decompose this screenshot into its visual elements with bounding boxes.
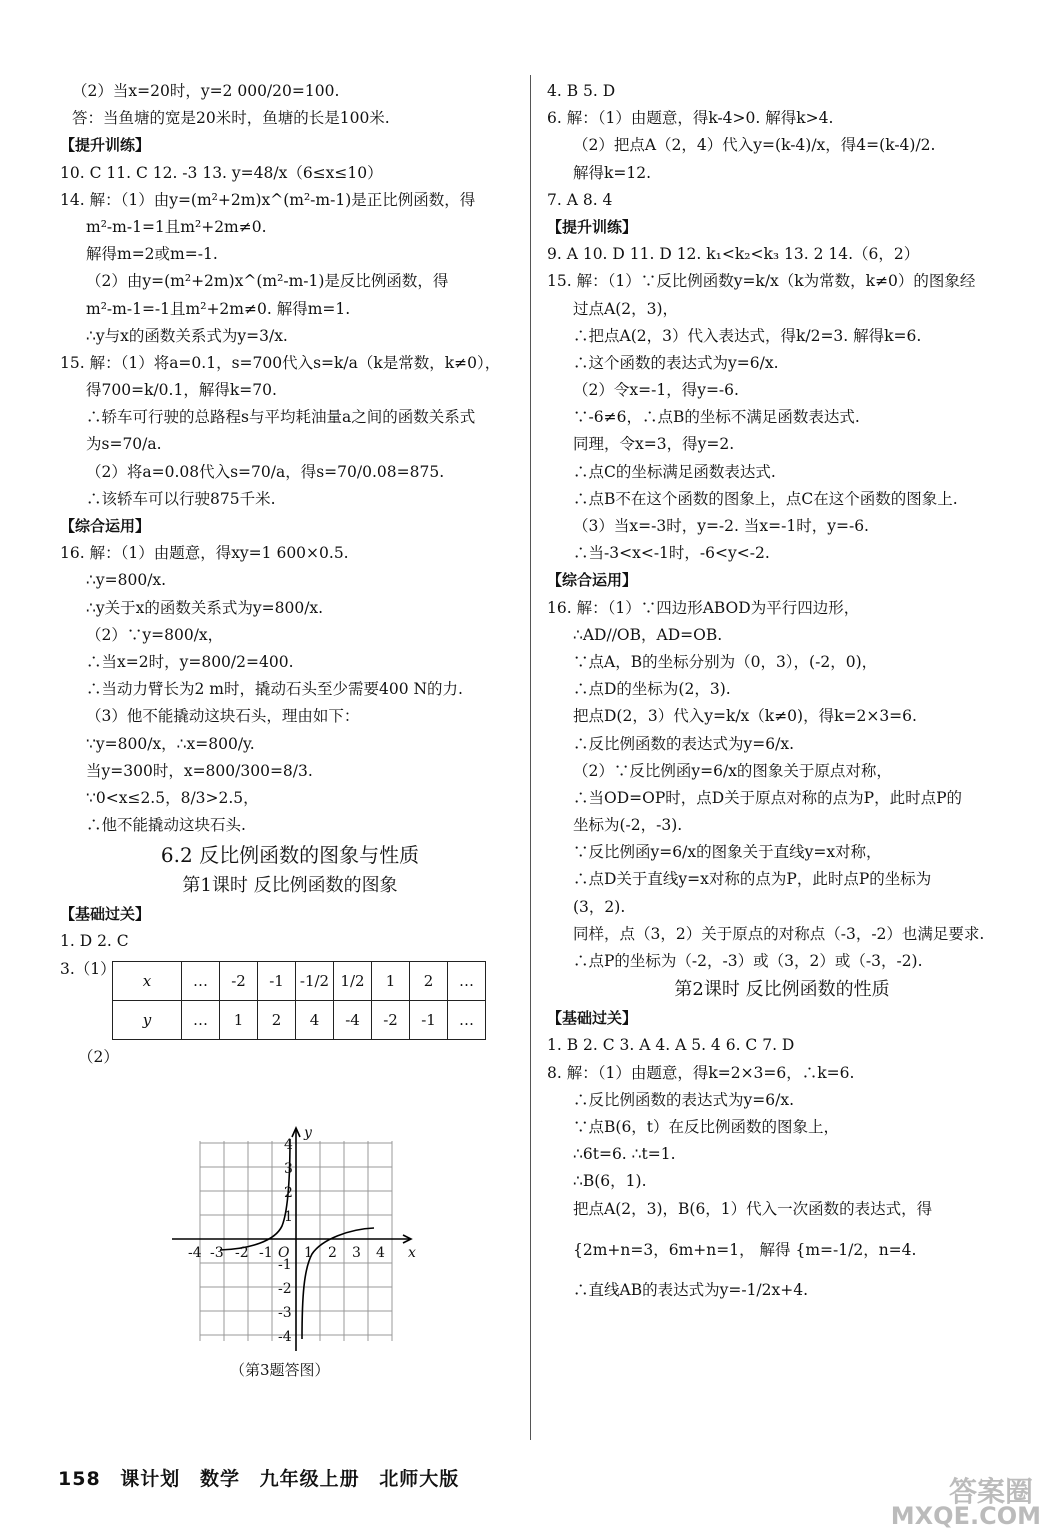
text-line: ∴反比例函数的表达式为y=6/x. [573,1090,794,1109]
text-line: （2）由y=(m²+2m)x^(m²-m-1)是反比例函数，得 [86,272,449,291]
table-cell: 4 [296,1000,334,1039]
text-line: ∵点A，B的坐标分别为（0，3），(-2，0)， [573,652,878,671]
y-tick: -2 [278,1281,292,1297]
table-cell: -2 [220,961,258,1000]
text-line: ∴点P的坐标为（-2，-3）或（3，2）或（-3，-2). [573,952,923,970]
table-cell: 1 [220,1000,258,1039]
x-tick: -3 [210,1245,224,1261]
text-line: ∴当x=2时，y=800/2=400. [86,652,294,671]
text-line: 9. A 10. D 11. D 12. k₁<k₂<k₃ 13. 2 14.（6，2） [547,245,920,264]
y-axis-label: y [304,1125,312,1141]
page-footer [58,1464,471,1491]
text-line: ∵点B(6，t）在反比例函数的图象上， [573,1117,840,1136]
text-line: （2）∵反比例函y=6/x的图象关于原点对称， [573,761,892,780]
table-cell: -4 [334,1000,372,1039]
text-line: 为s=70/a. [86,435,162,454]
text-line: ∴直线AB的表达式为y=-1/2x+4. [573,1280,809,1299]
function-graph [60,1071,520,1386]
x-axis-label: x [408,1245,416,1261]
text-line: ∴B(6，1). [573,1172,647,1191]
text-line: （2）∵y=800/x， [86,625,224,644]
table-cell: -1/2 [296,961,334,1000]
table-cell: y [113,1000,182,1039]
section-label: 【提升训练】 [60,136,151,155]
text-line: （2）把点A（2，4）代入y=(k-4)/x，得4=(k-4)/2. [573,136,936,155]
text-line: 得700=k/0.1，解得k=70. [86,381,277,400]
text-line: 当y=300时，x=800/300=8/3. [86,761,313,780]
text-line: ∴点C的坐标满足函数表达式. [573,462,776,481]
text-line: ∴y关于x的函数关系式为y=800/x. [86,598,324,617]
section-label: 【综合运用】 [60,517,151,535]
text-line: 过点A(2，3)， [573,299,679,318]
lesson-title: 第1课时 反比例函数的图象 [182,875,398,897]
table-cell: 2 [410,961,448,1000]
table-cell: -1 [258,961,296,1000]
section-title: 6.2 反比例函数的图象与性质 [160,843,420,868]
table-cell: x [113,961,182,1000]
table-cell: … [448,1000,486,1039]
text-line: 4. B 5. D [547,82,616,100]
text-line: 把点D(2，3）代入y=k/x（k≠0)，得k=2×3=6. [573,707,917,726]
text-line: ∴把点A(2，3）代入表达式，得k/2=3. 解得k=6. [573,326,922,345]
text-line: （2）将a=0.08代入s=70/a，得s=70/0.08=875. [86,462,445,481]
text-line: ∴反比例函数的表达式为y=6/x. [573,734,794,753]
table-cell: … [182,1000,220,1039]
book-name: 课计划 [120,1468,181,1490]
table-row [113,961,486,1000]
text-line: ∴该轿车可以行驶875千米. [86,489,276,508]
text-line: ∵0<x≤2.5，8/3>2.5， [86,788,259,807]
x-tick: -1 [259,1245,273,1261]
text-line: （3）他不能撬动这块石头，理由如下： [86,707,360,726]
text-line: 解得m=2或m=-1. [86,245,218,264]
y-tick: -4 [278,1329,292,1345]
text-line: ∴这个函数的表达式为y=6/x. [573,353,779,372]
page-number: 158 [58,1468,101,1490]
subject-label: 数学 [199,1468,240,1490]
grade-label: 九年级上册 [259,1468,360,1490]
text-line: ∵-6≠6，∴点B的坐标不满足函数表达式. [573,408,860,427]
x-tick: 4 [376,1245,385,1261]
section-label: 【综合运用】 [547,571,638,590]
text-line: (3，2). [573,897,626,916]
text-line: （2） [78,1047,119,1066]
text-line: ∴当OD=OP时，点D关于原点对称的点为P，此时点P的 [573,788,963,807]
text-line: 解得k=12. [573,163,652,182]
text-line: ∴当-3<x<-1时，-6<y<-2. [573,544,770,563]
text-line: ∴轿车可行驶的总路程s与平均耗油量a之间的函数关系式 [86,408,476,427]
y-tick: -3 [278,1305,292,1321]
y-tick: 4 [284,1137,293,1153]
text-line: 1. B 2. C 3. A 4. A 5. 4 6. C 7. D [547,1036,795,1055]
text-line: 8. 解：（1）由题意，得k=2×3=6，∴k=6. [547,1063,855,1082]
text-line: ∵反比例函y=6/x的图象关于直线y=x对称， [573,843,882,862]
equation-system: {2m+n=3，6m+n=1， 解得 {m=-1/2，n=4. [573,1240,917,1259]
y-tick: 3 [284,1161,293,1177]
text-line: 同理，令x=3，得y=2. [573,435,735,454]
text-line: 把点A(2，3)，B(6，1）代入一次函数的表达式，得 [573,1199,933,1218]
section-label: 【基础过关】 [60,905,151,924]
table-cell: -2 [372,1000,410,1039]
text-line: （2）令x=-1，得y=-6. [573,381,739,400]
text-line: 坐标为(-2，-3). [573,816,683,835]
x-tick: 3 [352,1245,361,1261]
section-label: 【提升训练】 [547,217,638,236]
x-tick: 1 [304,1245,313,1261]
figure-caption: （第3题答图） [230,1361,330,1379]
table-row [113,1000,486,1039]
text-line: 7. A 8. 4 [547,190,613,209]
table-cell: … [448,961,486,1000]
text-line: 6. 解：（1）由题意，得k-4>0. 解得k>4. [547,109,834,128]
text-line: 3.（1） [60,959,116,978]
text-line: 15. 解：（1）将a=0.1，s=700代入s=k/a（k是常数，k≠0）， [60,353,501,372]
text-line: ∴他不能撬动这块石头. [86,816,246,835]
watermark-logo: 答案圈 [948,1475,1033,1508]
text-line: ∴当动力臂长为2 m时，撬动石头至少需要400 N的力. [86,680,463,699]
table-cell: -1 [410,1000,448,1039]
text-line: 16. 解：（1）∵四边形ABOD为平行四边形， [547,598,860,617]
text-line: （2）当x=20时，y=2 000/20=100. [72,82,340,100]
column-divider [530,75,531,1440]
table-cell: 1/2 [334,961,372,1000]
text-line: ∴6t=6. ∴t=1. [573,1145,676,1164]
right-column [547,78,1017,1304]
text-line: 同样，点（3，2）关于原点的对称点（-3，-2）也满足要求. [573,924,985,943]
text-line: ∴点B不在这个函数的图象上，点C在这个函数的图象上. [573,489,958,508]
edition-label: 北师大版 [379,1468,460,1490]
table-cell: 2 [258,1000,296,1039]
text-line: ∴点D的坐标为(2，3). [573,680,731,699]
left-column [60,78,520,1386]
x-tick: -4 [188,1245,202,1261]
text-line: 14. 解：（1）由y=(m²+2m)x^(m²-m-1)是正比例函数，得 [60,190,476,209]
y-tick: -1 [278,1257,292,1273]
y-tick: 2 [284,1185,293,1201]
curve-branch-upper [220,1139,290,1250]
text-line: （3）当x=-3时，y=-2. 当x=-1时，y=-6. [573,517,869,535]
text-line: 15. 解：（1）∵反比例函数y=k/x（k为常数，k≠0）的图象经 [547,272,976,291]
watermark-url: MXQE.COM [890,1502,1041,1530]
text-line: ∴AD//OB，AD=OB. [573,625,723,644]
origin-label: O [278,1245,290,1261]
section-label: 【基础过关】 [547,1009,638,1028]
text-line: m²-m-1=-1且m²+2m≠0. 解得m=1. [86,299,351,318]
text-line: m²-m-1=1且m²+2m≠0. [86,217,267,236]
table-cell: … [182,961,220,1000]
x-tick: 2 [328,1245,337,1261]
text-line: ∴点D关于直线y=x对称的点为P，此时点P的坐标为 [573,870,932,889]
text-line: 答：当鱼塘的宽是20米时，鱼塘的长是100米. [72,109,390,128]
y-tick: 1 [284,1209,293,1225]
graph-svg [60,1051,520,1351]
text-line: ∵y=800/x，∴x=800/y. [86,734,255,753]
text-line: 16. 解：（1）由题意，得xy=1 600×0.5. [60,544,349,563]
value-table [112,961,486,1040]
text-line: ∴y与x的函数关系式为y=3/x. [86,326,288,345]
text-line: 10. C 11. C 12. -3 13. y=48/x（6≤x≤10） [60,163,383,182]
x-tick: -2 [235,1245,249,1261]
text-line: ∴y=800/x. [86,571,167,590]
table-cell: 1 [372,961,410,1000]
text-line: 1. D 2. C [60,932,129,951]
lesson-title: 第2课时 反比例函数的性质 [674,979,890,1001]
